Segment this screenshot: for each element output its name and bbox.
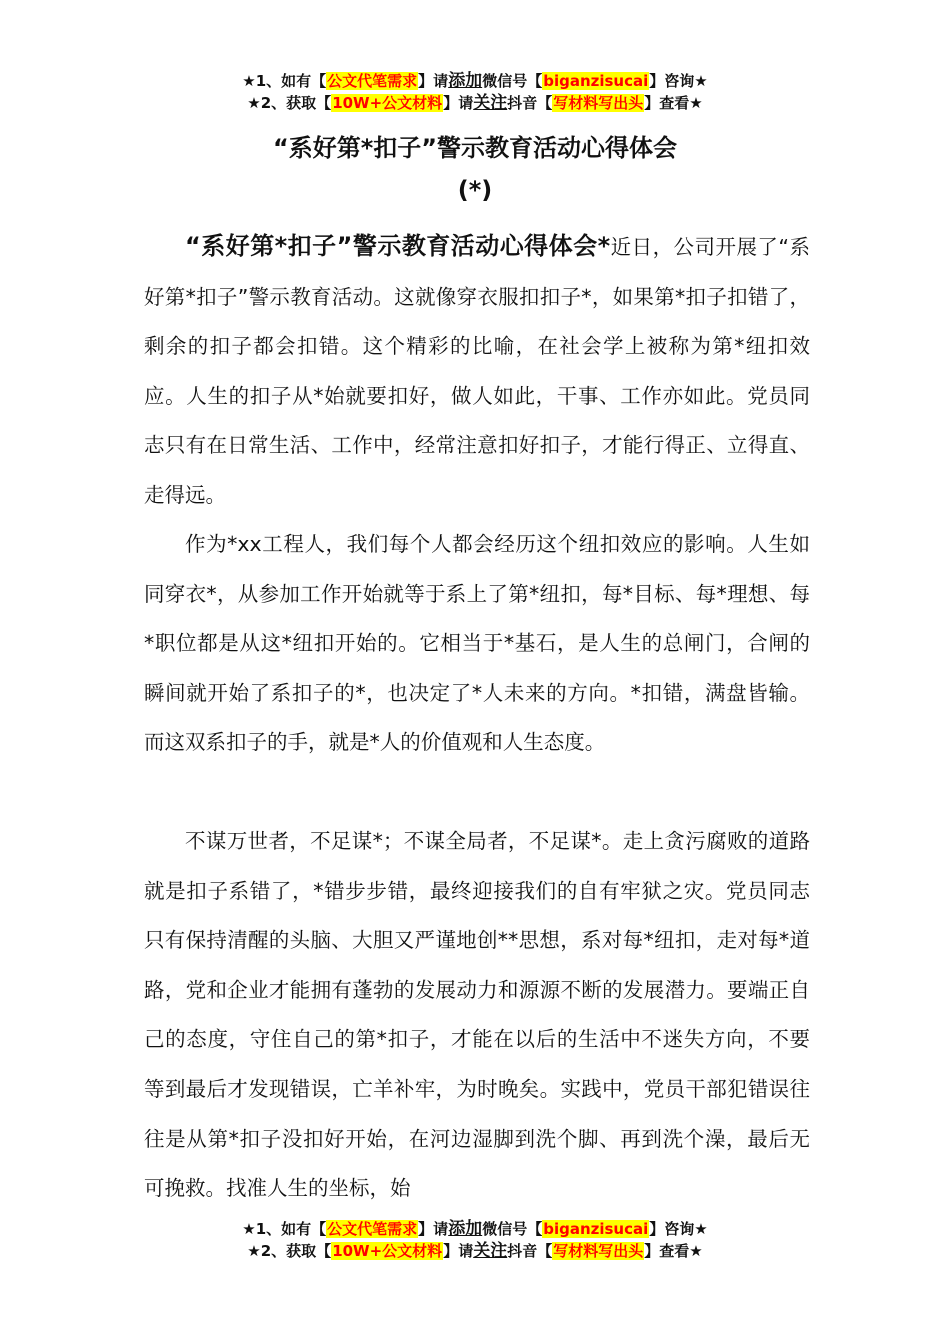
banner-emphasis: 添加 (448, 1219, 483, 1239)
banner-text: 微信号【 (482, 72, 543, 90)
highlight-douyin-account: 写材料写出头 (553, 1242, 644, 1260)
highlight-douyin-account: 写材料写出头 (553, 94, 644, 112)
banner-text: ★1、如有【 (242, 1220, 327, 1238)
banner-text: 】请 (418, 72, 449, 90)
banner-text: ★2、获取【 (247, 1242, 332, 1260)
banner-text: 抖音【 (507, 1242, 553, 1260)
banner-text: 】查看★ (644, 94, 703, 112)
highlight-service: 公文代笔需求 (327, 72, 418, 90)
footer-banner (0, 1218, 950, 1262)
banner-line-1 (0, 1218, 950, 1240)
highlight-wechat-id: biganzisucai (543, 1220, 649, 1238)
banner-text: ★2、获取【 (247, 94, 332, 112)
banner-text: 微信号【 (482, 1220, 543, 1238)
banner-text: ★1、如有【 (242, 72, 327, 90)
paragraph-lead: “系好第*扣子”警示教育活动心得体会* (185, 232, 611, 260)
body-paragraph-3 (144, 817, 810, 1214)
banner-emphasis: 添加 (448, 71, 483, 91)
highlight-materials: 10W+公文材料 (332, 94, 443, 112)
highlight-service: 公文代笔需求 (327, 1220, 418, 1238)
banner-text: 】咨询★ (649, 1220, 708, 1238)
banner-text: 】请 (443, 1242, 474, 1260)
document-title: “系好第*扣子”警示教育活动心得体会 (272, 134, 678, 162)
banner-emphasis: 关注 (473, 93, 508, 113)
banner-text: 抖音【 (507, 94, 553, 112)
body-paragraph-1 (144, 222, 810, 521)
banner-line-2 (0, 92, 950, 114)
paragraph-text: 作为*xx工程人，我们每个人都会经历这个纽扣效应的影响。人生如同穿衣*，从参加工作开始就等于系上了第*纽扣，每*目标、每*理想、每*职位都是从这*纽扣开始的。它相当于*基石，是人生的总闸门，合闸的瞬间就开始了系扣子的*，也决定了*人未来的方向。*扣错，满盘皆输。而这双系扣子的手，就是*人的价值观和人生态度。 (144, 532, 810, 755)
banner-line-1 (0, 70, 950, 92)
banner-emphasis: 关注 (473, 1241, 508, 1261)
paragraph-text: 近日，公司开展了“系好第*扣子”警示教育活动。这就像穿衣服扣扣子*，如果第*扣子扣错了，剩余的扣子都会扣错。这个精彩的比喻，在社会学上被称为第*纽扣效应。人生的扣子从*始就要扣好，做人如此，干事、工作亦如此。党员同志只有在日常生活、工作中，经常注意扣好扣子，才能行得正、立得直、走得远。 (144, 235, 810, 507)
document-subtitle: (*) (457, 176, 493, 204)
banner-text: 】咨询★ (649, 72, 708, 90)
banner-text: 】查看★ (644, 1242, 703, 1260)
banner-line-2 (0, 1240, 950, 1262)
paragraph-text: 不谋万世者，不足谋*；不谋全局者，不足谋*。走上贪污腐败的道路就是扣子系错了，*错步步错，最终迎接我们的自有牢狱之灾。党员同志只有保持清醒的头脑、大胆又严谨地创**思想，系对每*纽扣，走对每*道路，党和企业才能拥有蓬勃的发展动力和源源不断的发展潜力。要端正自己的态度，守住自己的第*扣子，才能在以后的生活中不迷失方向，不要等到最后才发现错误，亡羊补牢，为时晚矣。实践中，党员干部犯错误往往是从第*扣子没扣好开始，在河边湿脚到洗个脚、再到洗个澡，最后无可挽救。找准人生的坐标，始 (144, 829, 810, 1201)
banner-text: 】请 (418, 1220, 449, 1238)
highlight-wechat-id: biganzisucai (543, 72, 649, 90)
header-banner (0, 70, 950, 114)
body-paragraph-2 (144, 520, 810, 768)
banner-text: 】请 (443, 94, 474, 112)
highlight-materials: 10W+公文材料 (332, 1242, 443, 1260)
